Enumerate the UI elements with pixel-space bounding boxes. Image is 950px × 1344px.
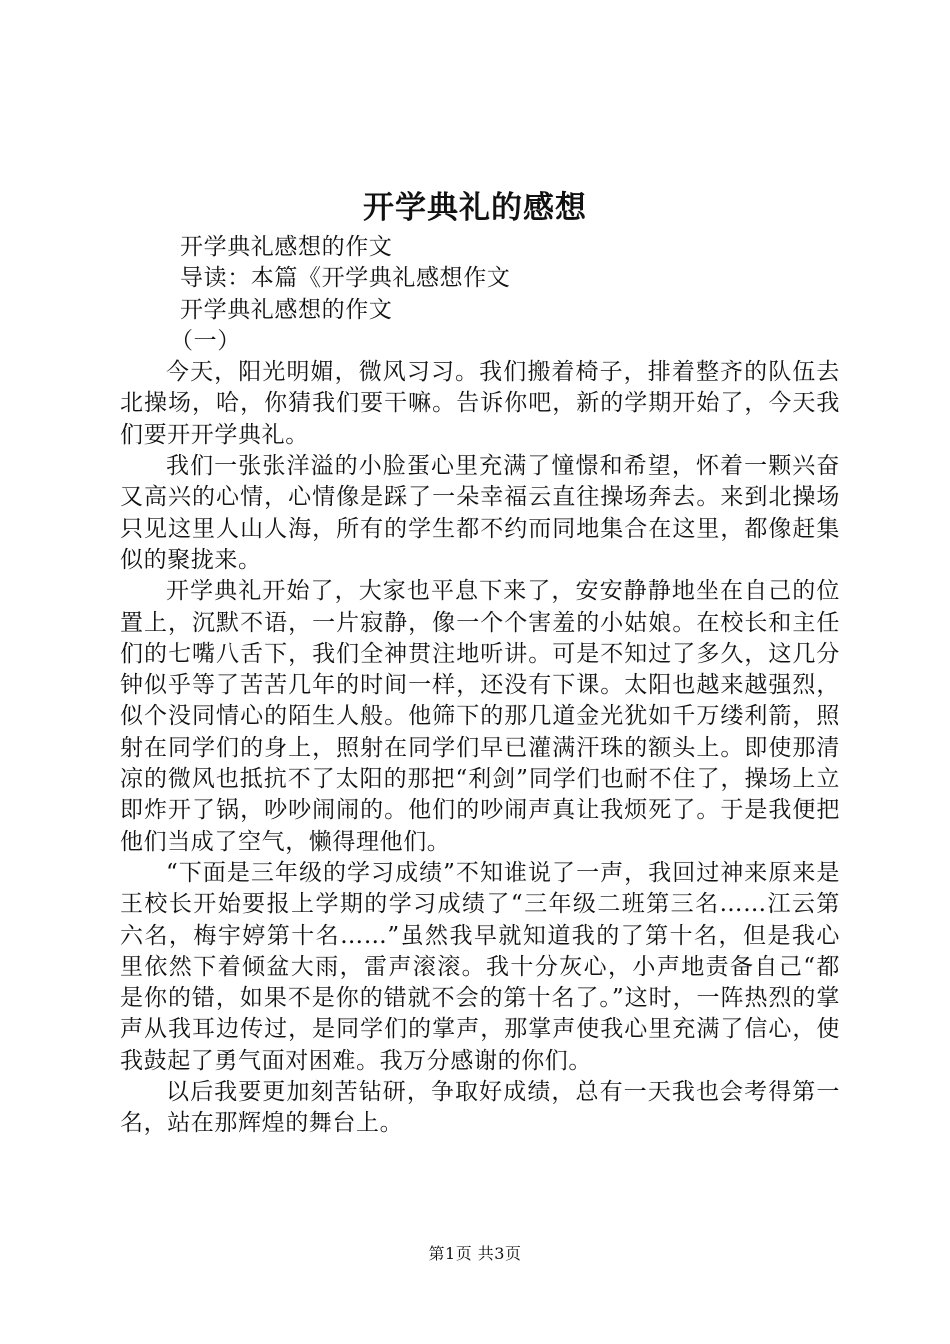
intro-line: 导读：本篇《开学典礼感想作文 (180, 265, 511, 292)
paragraph: 我们一张张洋溢的小脸蛋心里充满了憧憬和希望，怀着一颗兴奋又高兴的心情，心情像是踩了一朵幸福云直往操场奔去。来到北操场只见这里人山人海，所有的学生都不约而同地集合在这里，都像赶集似的聚拢来。 (120, 453, 840, 573)
page-footer: 第1页 共3页 (428, 1244, 522, 1263)
paragraph: 今天，阳光明媚，微风习习。我们搬着椅子，排着整齐的队伍去北操场，哈，你猜我们要干嘛。告诉你吧，新的学期开始了，今天我们要开开学典礼。 (120, 359, 840, 448)
paragraph: 开学典礼开始了，大家也平息下来了，安安静静地坐在自己的位置上，沉默不语，一片寂静，像一个个害羞的小姑娘。在校长和主任们的七嘴八舌下，我们全神贯注地听讲。可是不知过了多久，这几分钟似乎等了苦苦几年的时间一样，还没有下课。太阳也越来越强烈，似个没同情心的陌生人般。他筛下的那几道金光犹如千万缕利箭，照射在同学们的身上，照射在同学们早已灌满汗珠的额头上。即使那清凉的微风也抵抗不了太阳的那把“利剑”同学们也耐不住了，操场上立即炸开了锅，吵吵闹闹的。他们的吵闹声真让我烦死了。于是我便把他们当成了空气，懒得理他们。 (120, 578, 840, 855)
subtitle-line: 开学典礼感想的作文 (180, 234, 393, 260)
paragraph: “下面是三年级的学习成绩”不知谁说了一声，我回过神来原来是王校长开始要报上学期的学习成绩了“三年级二班第三名……江云第六名，梅宇婷第十名……”虽然我早就知道我的了第十名，但是我心里依然下着倾盆大雨，雷声滚滚。我十分灰心，小声地责备自己“都是你的错，如果不是你的错就不会的第十名了。”这时，一阵热烈的掌声从我耳边传过，是同学们的掌声，那掌声使我心里充满了信心，使我鼓起了勇气面对困难。我万分感谢的你们。 (120, 859, 840, 1074)
subtitle-line-repeat: 开学典礼感想的作文 (180, 296, 393, 323)
document-title: 开学典礼的感想 (363, 190, 587, 226)
section-number: （一） (170, 327, 241, 354)
paragraph: 以后我要更加刻苦钻研，争取好成绩，总有一天我也会考得第一名，站在那辉煌的舞台上。 (120, 1079, 840, 1137)
document-body (120, 232, 840, 1140)
